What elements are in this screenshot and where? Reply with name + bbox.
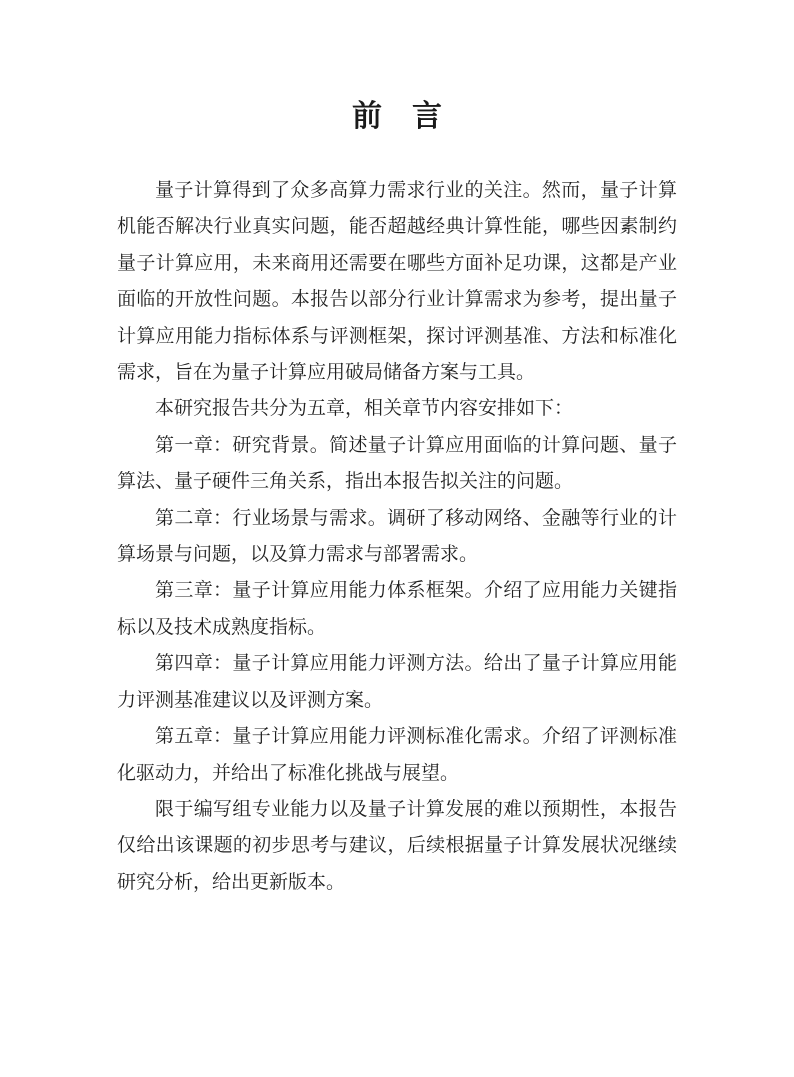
paragraph-disclaimer: 限于编写组专业能力以及量子计算发展的难以预期性，本报告仅给出该课题的初步思考与建议，后续根据量子计算发展状况继续研究分析，给出更新版本。 bbox=[117, 798, 677, 893]
paragraph-chapter-5: 第五章：量子计算应用能力评测标准化需求。介绍了评测标准化驱动力，并给出了标准化挑战与展望。 bbox=[117, 726, 677, 784]
page-title: 前 言 bbox=[352, 100, 442, 133]
paragraph-chapter-3: 第三章：量子计算应用能力体系框架。介绍了应用能力关键指标以及技术成熟度指标。 bbox=[117, 580, 677, 638]
preface-section bbox=[117, 99, 677, 901]
paragraph-intro: 量子计算得到了众多高算力需求行业的关注。然而，量子计算机能否解决行业真实问题，能否超越经典计算性能，哪些因素制约量子计算应用，未来商用还需要在哪些方面补足功课，这都是产业面临的开放性问题。本报告以部分行业计算需求为参考，提出量子计算应用能力指标体系与评测框架，探讨评测基准、方法和标准化需求，旨在为量子计算应用破局储备方案与工具。 bbox=[117, 180, 677, 384]
paragraph-chapter-2: 第二章：行业场景与需求。调研了移动网络、金融等行业的计算场景与问题，以及算力需求与部署需求。 bbox=[117, 507, 677, 566]
paragraph-chapter-4: 第四章：量子计算应用能力评测方法。给出了量子计算应用能力评测基准建议以及评测方案。 bbox=[117, 653, 677, 711]
paragraph-chapter-overview: 本研究报告共分为五章，相关章节内容安排如下： bbox=[155, 398, 574, 420]
paragraph-chapter-1: 第一章：研究背景。简述量子计算应用面临的计算问题、量子算法、量子硬件三角关系，指出本报告拟关注的问题。 bbox=[117, 434, 677, 493]
